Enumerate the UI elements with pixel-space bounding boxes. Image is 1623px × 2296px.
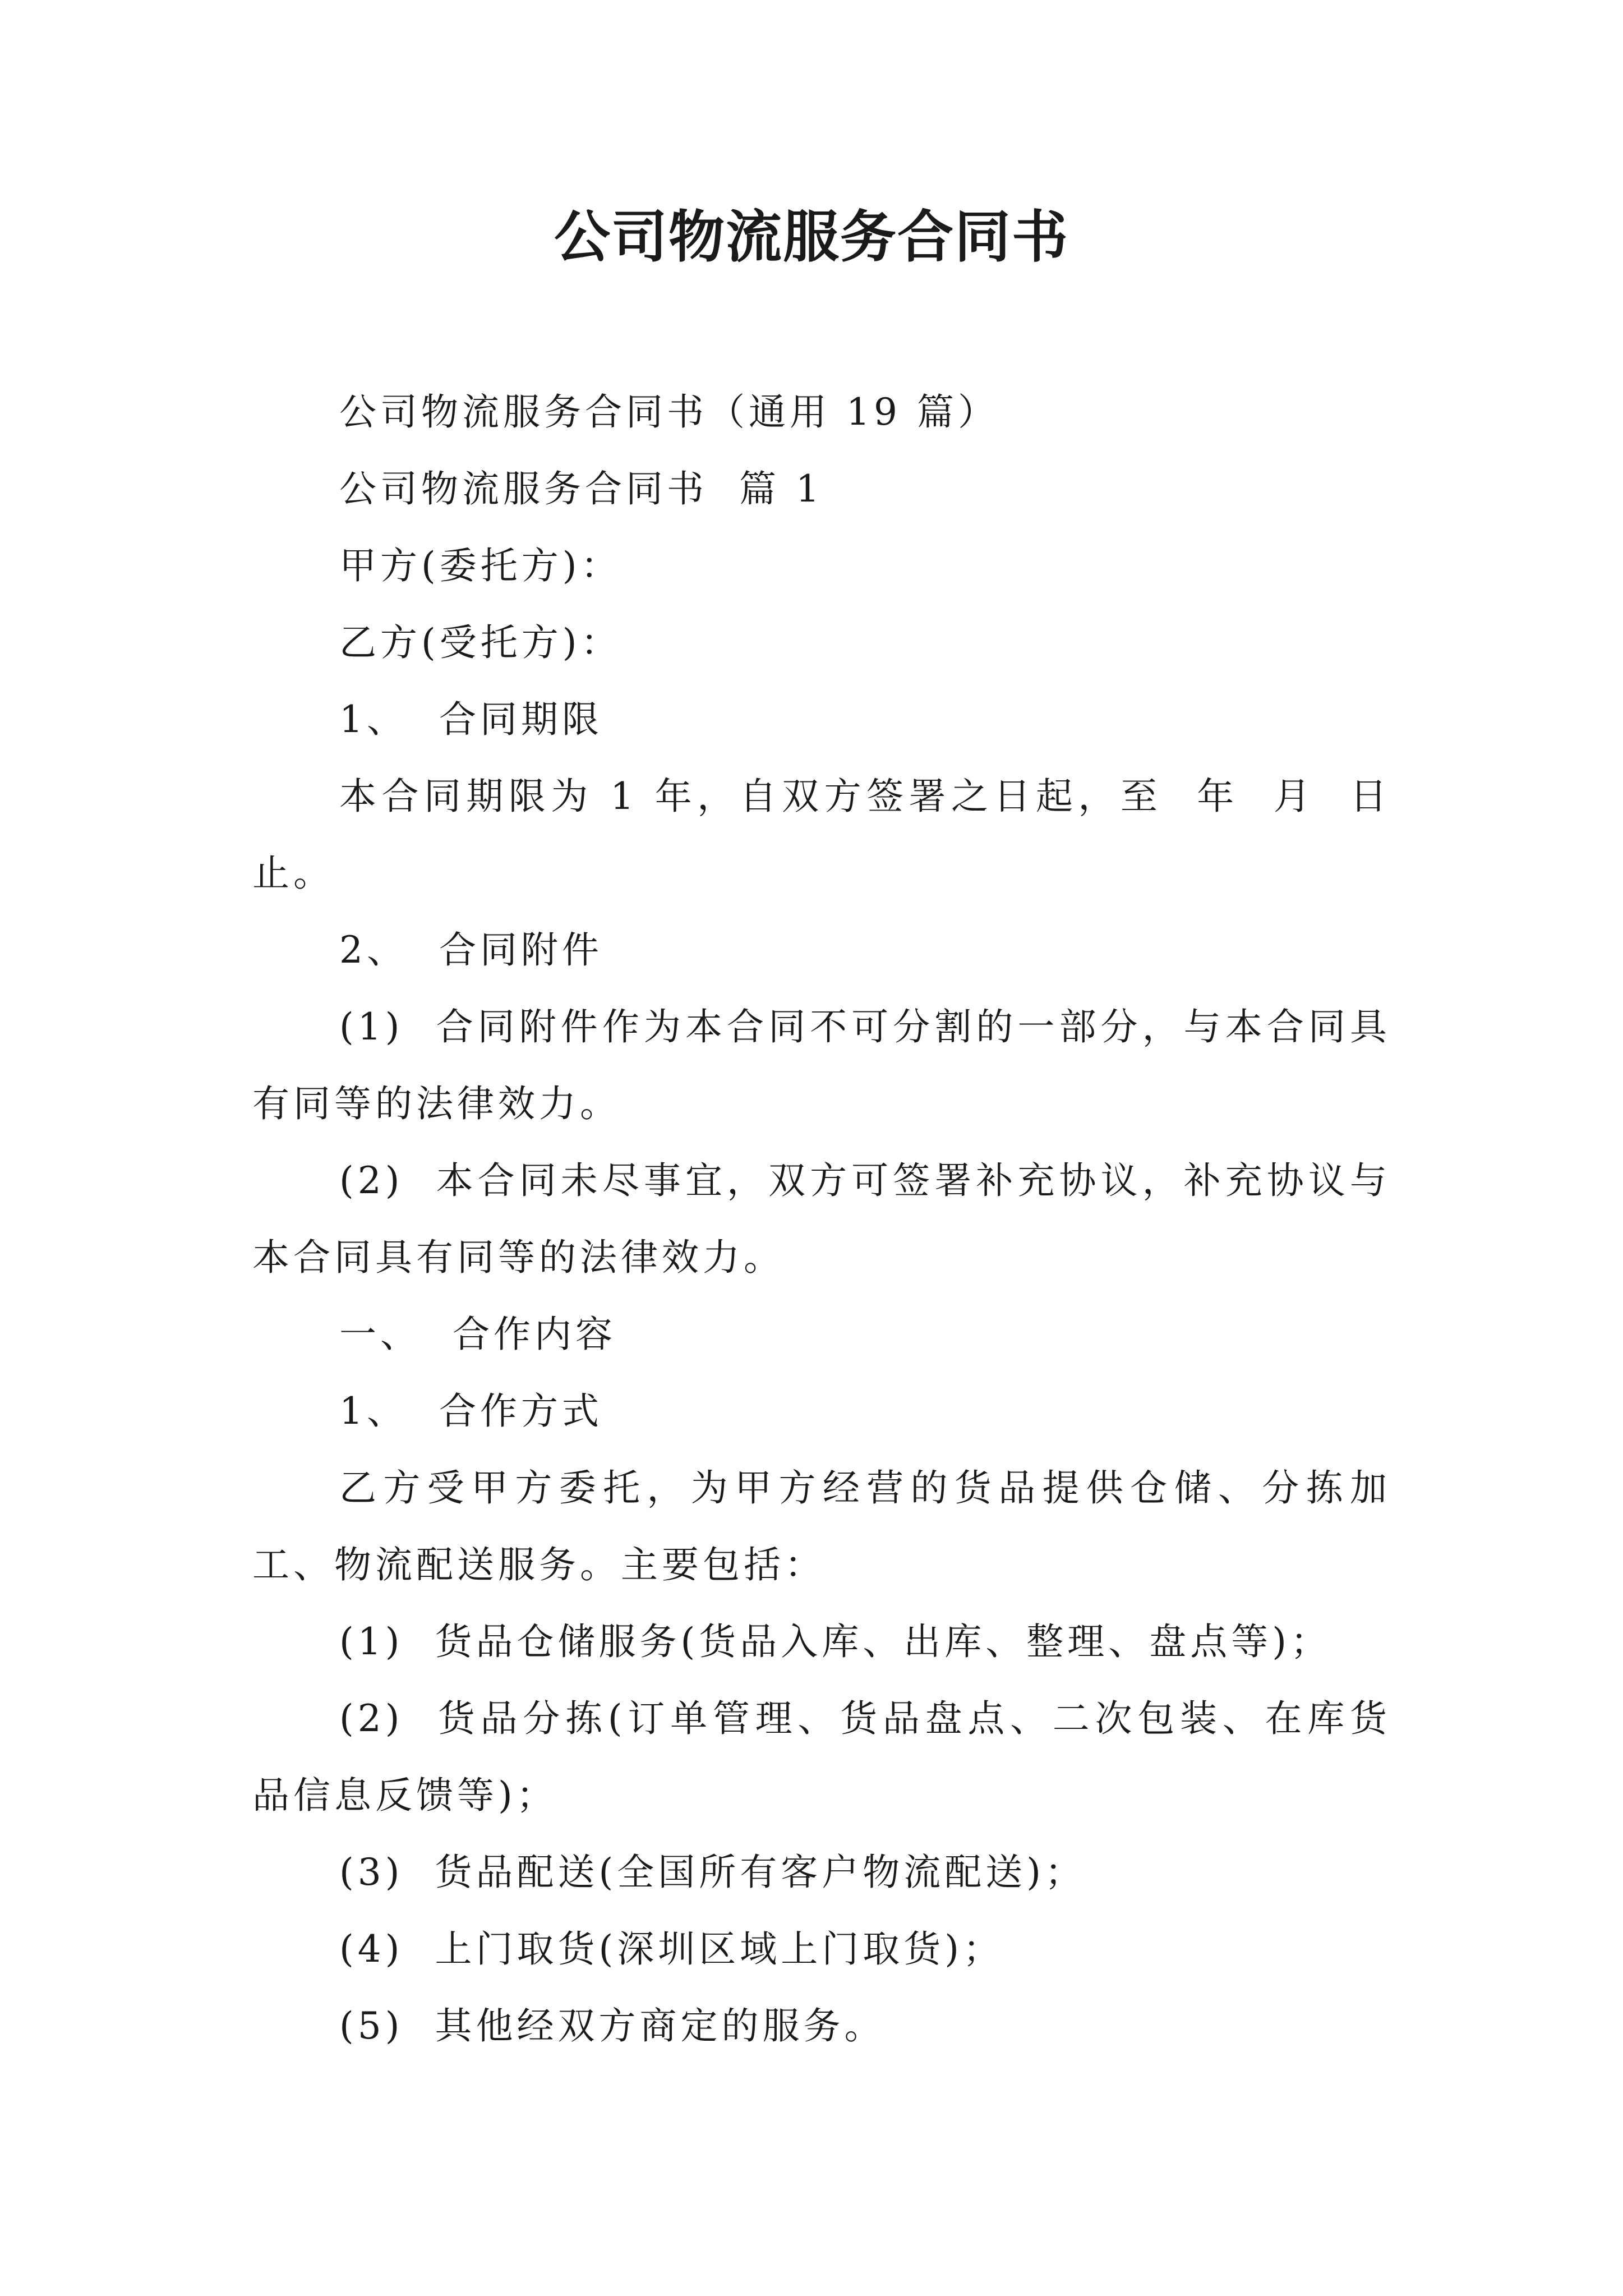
paragraph-annex-1: (1) 合同附件作为本合同不可分割的一部分，与本合同具有同等的法律效力。: [252, 1005, 1391, 1125]
paragraph-service-item-4: (4) 上门取货(深圳区域上门取货)；: [339, 1927, 1004, 1971]
paragraph-service-item-2: (2) 货品分拣(订单管理、货品盘点、二次包装、在库货品信息反馈等)；: [252, 1697, 1391, 1817]
paragraph-term-heading: 1、 合同期限: [339, 698, 603, 741]
paragraph-annex-2: (2) 本合同未尽事宜，双方可签署补充协议，补充协议与本合同具有同等的法律效力。: [252, 1159, 1391, 1279]
paragraph-cooperation-method-text: 乙方受甲方委托，为甲方经营的货品提供仓储、分拣加工、物流配送服务。主要包括：: [252, 1466, 1391, 1586]
paragraph-service-item-5: (5) 其他经双方商定的服务。: [339, 2004, 886, 2047]
paragraph-service-item-3: (3) 货品配送(全国所有客户物流配送)；: [339, 1851, 1086, 1894]
document-body: [252, 374, 1391, 2064]
paragraph-party-b: 乙方(受托方)：: [339, 621, 622, 664]
paragraph-service-item-1: (1) 货品仓储服务(货品入库、出库、整理、盘点等)；: [339, 1620, 1331, 1663]
paragraph-cooperation-heading: 一、 合作内容: [339, 1313, 616, 1356]
paragraph-cooperation-method-heading: 1、 合作方式: [339, 1389, 603, 1433]
paragraph-term-text: 本合同期限为 1 年，自双方签署之日起，至 年 月 日止。: [252, 775, 1391, 895]
paragraph-chapter-heading: 公司物流服务合同书 篇 1: [339, 467, 823, 510]
paragraph-party-a: 甲方(委托方)：: [339, 544, 622, 587]
paragraph-collection-title: 公司物流服务合同书（通用 19 篇）: [339, 390, 999, 434]
document-title: 公司物流服务合同书: [554, 204, 1069, 270]
paragraph-annex-heading: 2、 合同附件: [339, 928, 603, 972]
